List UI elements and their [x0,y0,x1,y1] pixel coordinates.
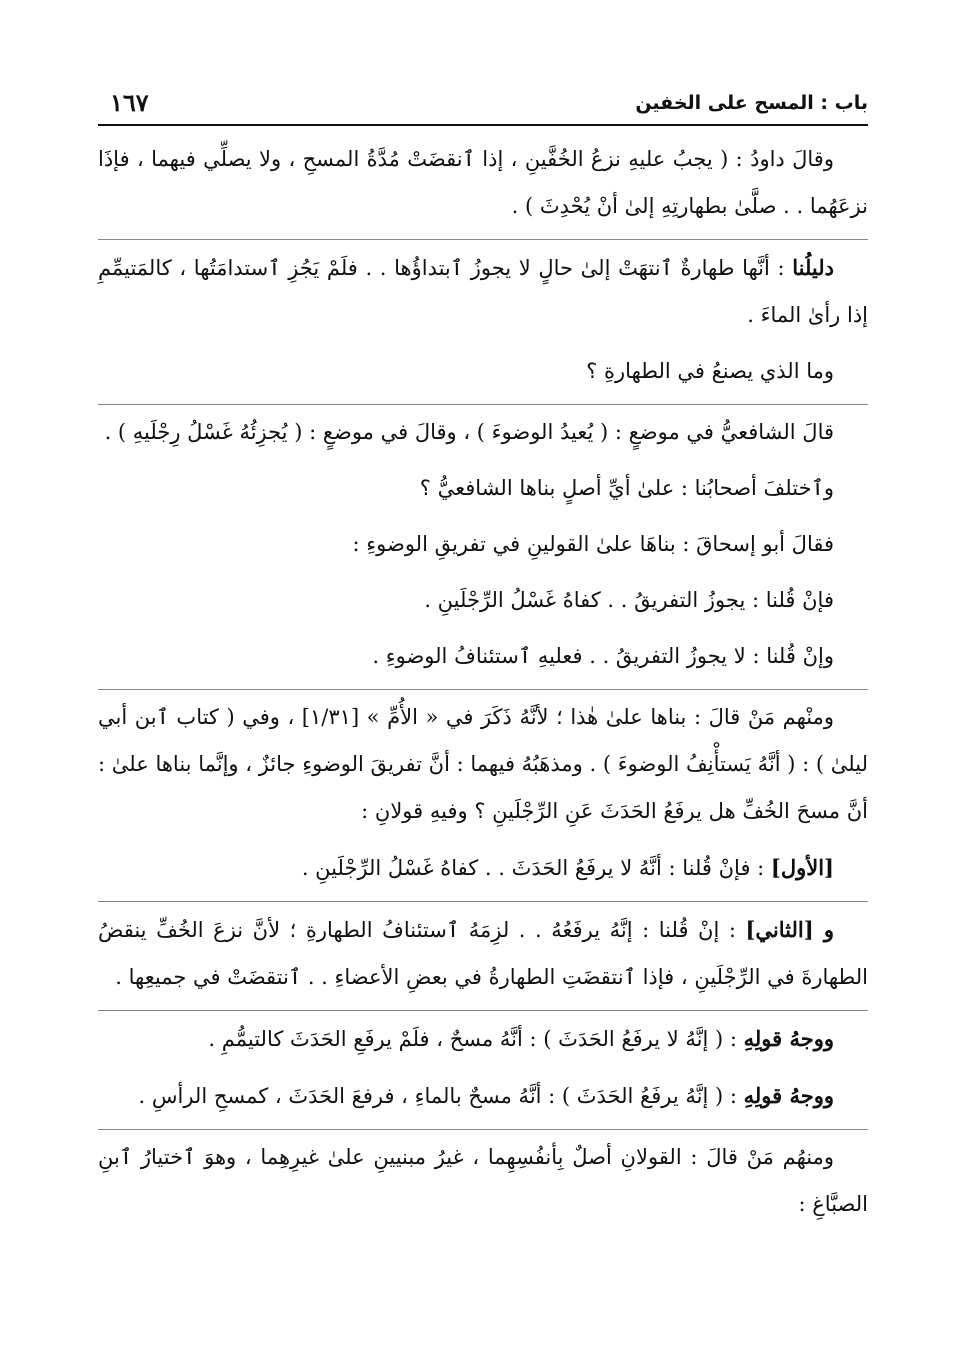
paragraph-text: وما الذي يصنعُ في الطهارةِ ؟ [586,359,834,383]
paragraph [98,404,868,456]
page-number: ١٦٧ [110,88,149,117]
paragraph [98,1072,868,1120]
paragraph [98,521,868,568]
paragraph [98,633,868,680]
paragraph-text: : ( إنَّهُ لا يرفَعُ الحَدَثَ ) : أنَّهُ مسحٌ ، فلَمْ يرفَعِ الحَدَثَ كالتيمُّمِ . [208,1027,744,1051]
paragraph-text: قالَ الشافعيُّ في موضعٍ : ( يُعيدُ الوضوءَ ) ، وقالَ في موضعٍ : ( يُجزِئُهُ غَسْلُ رِجْلَيهِ ) . [104,420,834,444]
paragraph [98,348,868,395]
paragraph [98,689,868,835]
page-header [98,86,868,122]
paragraph [98,1129,868,1228]
header-rule [98,124,868,126]
paragraph [98,901,868,1001]
paragraph-lead: ووجهُ قولِهِ [743,1083,834,1108]
paragraph-text: وإنْ قُلنا : لا يجوزُ التفريقُ . . فعليهِ ٱستئنافُ الوضوءِ . [372,644,834,668]
paragraph-lead: [الأول] [770,855,834,880]
paragraph [98,577,868,624]
paragraph-text: : إنْ قُلنا : إنَّهُ يرفَعُهُ . . لزِمَهُ ٱستئنافُ الطهارةِ ؛ لأنَّ نزعَ الخُفِّ ينقضُ الطهارةَ في الرِّجْلَينِ ، فإذا ٱنتقضَتِ الطهارةُ في بعضِ الأعضاءِ . . ٱنتقضَتْ في جميعِها . [98,918,868,989]
page-body [98,136,868,1237]
paragraph [98,844,868,892]
paragraph [98,1010,868,1063]
paragraph-text: : فإنْ قُلنا : أنَّهُ لا يرفَعُ الحَدَثَ . . كفاهُ غَسْلُ الرِّجْلَينِ . [301,856,771,880]
paragraph-text: : ( إنَّهُ يرفَعُ الحَدَثَ ) : أنَّهُ مسحٌ بالماءِ ، فرفعَ الحَدَثَ ، كمسحِ الرأسِ . [138,1084,744,1108]
paragraph [98,239,868,339]
paragraph-text: فقالَ أبو إسحاقَ : بناهَا علىٰ القولينِ في تفريقِ الوضوءِ : [352,532,834,556]
paragraph-lead: و [الثاني] [745,917,835,942]
paragraph-text: وٱختلفَ أصحابُنا : علىٰ أيِّ أصلٍ بناها الشافعيُّ ؟ [419,476,834,500]
paragraph [98,465,868,512]
paragraph-lead: دليلُنا [792,255,834,280]
chapter-title: باب : المسح على الخفين [635,92,868,114]
paragraph-text: ومنْهم مَنْ قالَ : بناها علىٰ هٰذا ؛ لأنَّهُ ذَكَرَ في « الأُمِّ » [١/٣١] ، وفي ( كتاب ٱبن أبي ليلىٰ ) : ( أنَّهُ يَستأْنِفُ الوضوءَ ) . ومذهَبُهُ فيهما : أنَّ تفريقَ الوضوءِ جائزٌ ، وإنَّما بناها علىٰ : أنَّ مسحَ الخُفِّ هل يرفَعُ الحَدَثَ عَنِ الرِّجْلَينِ ؟ وفيهِ قولانِ : [98,705,868,823]
paragraph-text: : أنَّها طهارةٌ ٱنتهَتْ إلىٰ حالٍ لا يجوزُ ٱبتداؤُها . . فلَمْ يَجُزِ ٱستدامَتُها ، كالمَتيمِّمِ إذا رأىٰ الماءَ . [98,256,868,327]
paragraph-text: ومنهُم مَنْ قالَ : القولانِ أصلٌ بِأنفُسِهِما ، غيرُ مبنيينِ علىٰ غيرِهِما ، وهوَ ٱختيارُ ٱبنِ الصبَّاغِ : [98,1145,868,1216]
paragraph-lead: ووجهُ قولِهِ [743,1026,834,1051]
paragraph-text: فإنْ قُلنا : يجوزُ التفريقُ . . كفاهُ غَسْلُ الرِّجْلَينِ . [424,588,834,612]
paragraph-text: وقالَ داودُ : ( يجبُ عليهِ نزعُ الخُفَّينِ ، إذا ٱنقضَتْ مُدَّةُ المسحِ ، ولا يصلِّي فيهما ، فإذَا نزعَهُما . . صلَّىٰ بطهارتِهِ إلىٰ أنْ يُحْدِثَ ) . [98,147,868,218]
paragraph [98,136,868,230]
